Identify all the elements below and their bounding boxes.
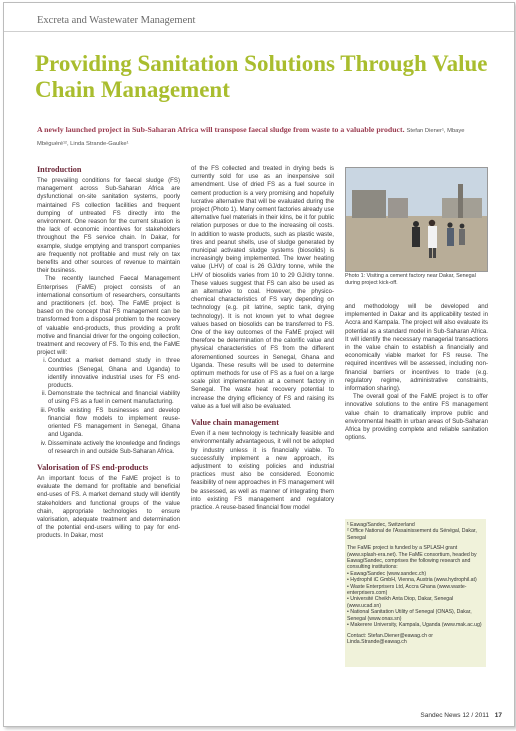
info-line: • Eawag/Sandec (www.sandec.ch) xyxy=(347,570,427,577)
info-line: • National Sanitation Utility of Senegal (ONAS), Dakar, Senegal (www.onas.sn) xyxy=(347,609,472,622)
paragraph: of the FS collected and treated in drying beds is currently sold for use as an inexpensive soil amendment. Use of dried FS as a fuel source in cement production is a very promising and hopefully lucrative alternative that will be evaluated during the project (Photo 1). Many cement factories already use alternative fuel materials in their kilns, be it for public relation purposes or due to the increasing oil costs. In addition to waste products, such as plastic waste, tires and peanut shells, use of sludge generated by municipal activated sludge systems (biosolids) is increasingly being implemented. The lower heating value (LHV) of coal is 26 GJ/dry tonne, while the LHV of biosolids varies from 10 to 29 GJ/dry tonne. These values suggest that FS can also be used as an alternative to coal. However, the physico-chemical characteristics of FS vary depending on technology (e.g. pit latrine, septic tank, drying technology). It is not known yet to what degree values based on biosolids can be transferred to FS. One of the key outcomes of the FaME project will therefore be determination of the calorific value and physical characteristics of FS from the different aforementioned sources in Senegal, Ghana and Uganda. These results will be used to determine optimum methods for use of FS as a fuel on a large scale pilot implementation at a cement factory in Senegal. The waste heat recovery potential to increase the drying efficiency of FS and raising its value as a fuel will also be evaluated. xyxy=(191,165,334,410)
lead-text: A newly launched project in Sub-Saharan Africa will transpose faecal sludge from waste to a valuable product. xyxy=(37,125,405,134)
info-line: • Makerere University, Kampala, Uganda (www.mak.ac.ug) xyxy=(347,622,482,629)
paragraph: The prevailing conditions for faecal sludge (FS) management across Sub-Saharan Africa are dysfunctional on-site sanitation systems, poorly maintained FS collection facilities and frequent dumping of untreated FS directly into the environment. One reason for the current situation is the lack of economic incentives for stakeholders throughout the FS service chain. In Dakar, for example, sludge emptying and transport companies are frequently not profitable and must rely on tax benefits and other sources of revenue to maintain their business. xyxy=(37,177,180,275)
info-line: The FaME project is funded by a SPLASH grant (www.splash-era.net). The FaME consortium, headed by Eawag/Sandec, comprises the following research and consulting institutions: xyxy=(347,545,477,571)
photo-cement-factory xyxy=(345,167,488,272)
paragraph: Even if a new technology is technically feasible and environmentally advantageous, it will not be adopted by industry unless it is financially viable. To successfully implement a new approach, its adjustment to existing policies and industrial practices must also be considered. Economic feasibility of new approaches in FS management will be assessed, as well as manner of integrating them into existing FS management and regulatory practice. A reuse-based financial flow model xyxy=(191,430,334,511)
section-heading: Introduction xyxy=(37,165,82,174)
info-line: • Université Cheikh Anta Diop, Dakar, Senegal (www.ucad.sn) xyxy=(347,596,454,609)
section-heading: Valorisation of FS end-products xyxy=(37,462,149,472)
header-rule xyxy=(4,31,514,32)
info-box xyxy=(345,519,486,667)
info-line: • Waste Enterprisers Ltd, Accra Ghana (www.waste-enterprisers.com) xyxy=(347,583,467,597)
text-column-1 xyxy=(37,165,180,541)
article-lead xyxy=(37,124,482,150)
authors: Stefan Diener¹, Mbaye Mbéguéré¹², Linda Strande-Gaulke¹ xyxy=(37,128,465,147)
info-line: • Hydrophil iC GmbH, Vienna, Austria (www.hydrophil.at) xyxy=(347,577,477,584)
paragraph: The recently launched Faecal Management Enterprises (FaME) project consists of an international consortium of researchers, consultants and practitioners (cf. box). The FaME project is based on the concept that FS management can be transformed from a disposal problem to the recovery of valuable end-products, thus providing a profit motive and financial driver for the ongoing collection, treatment and recovery of FS. To this end, the FaME project will: xyxy=(37,275,180,357)
section-title: Excreta and Wastewater Management xyxy=(37,15,196,26)
list-item: i. Conduct a market demand study in three countries (Senegal, Ghana and Uganda) to identify innovative industrial uses for FS end-products. xyxy=(48,357,180,390)
page-footer xyxy=(420,712,502,719)
info-line: ¹ Eawag/Sandec, Switzerland xyxy=(347,522,415,528)
paragraph: and methodology will be developed and implemented in Dakar and its applicability tested in Accra and Kampala. The project will also evaluate its potential as a standard model in Sub-Saharan Africa. It will identify the necessary managerial transactions in the value chain to establish a financially and economically viable market for FS reuse. The required incentives will be assessed, including non-financial barriers or incentives to trade (e.g. regulatory regime, administrative constraints, information sharing). xyxy=(345,303,488,393)
text-column-2 xyxy=(191,165,334,512)
info-line: ² Office National de l'Assainissement du Sénégal, Dakar, Senegal xyxy=(347,528,477,541)
paragraph: An important focus of the FaME project is to evaluate the demand for profitable and beneficial end-uses of FS. A market demand study will identify stakeholders and functional groups of the value chain, appropriate technologies to ensure valorisation, adequate treatment and determination of the potential end-users willing to pay for end-products. In Dakar, most xyxy=(37,474,180,540)
objectives-list xyxy=(37,357,180,455)
magazine-page xyxy=(3,2,515,727)
list-item: ii. Demonstrate the technical and financial viability of using FS as a fuel in cement manufacturing. xyxy=(48,390,180,406)
info-line: Contact: Stefan.Diener@eawag.ch or Linda.Strande@eawag.ch xyxy=(347,632,434,645)
article-title: Providing Sanitation Solutions Through Value Chain Management xyxy=(35,51,488,102)
paragraph: The overall goal of the FaME project is to offer innovative solutions to the entire FS management value chain to dramatically improve public and environmental health in urban areas of Sub-Saharan Africa by providing complete and reliable sanitation options. xyxy=(345,393,488,442)
publication-name: Sandec News 12 / 2011 xyxy=(420,712,489,719)
list-item: iv. Disseminate actively the knowledge and findings of research in and outside Sub-Saharan Africa. xyxy=(48,440,180,456)
photo-caption: Photo 1: Visiting a cement factory near Dakar, Senegal during project kick-off. xyxy=(345,273,476,286)
text-column-3 xyxy=(345,303,488,442)
list-item: iii. Profile existing FS businesses and develop financial flow models to implement reuse-oriented FS management in Senegal, Ghana and Uganda. xyxy=(48,407,180,440)
section-heading: Value chain management xyxy=(191,418,279,428)
page-number: 17 xyxy=(494,712,502,719)
